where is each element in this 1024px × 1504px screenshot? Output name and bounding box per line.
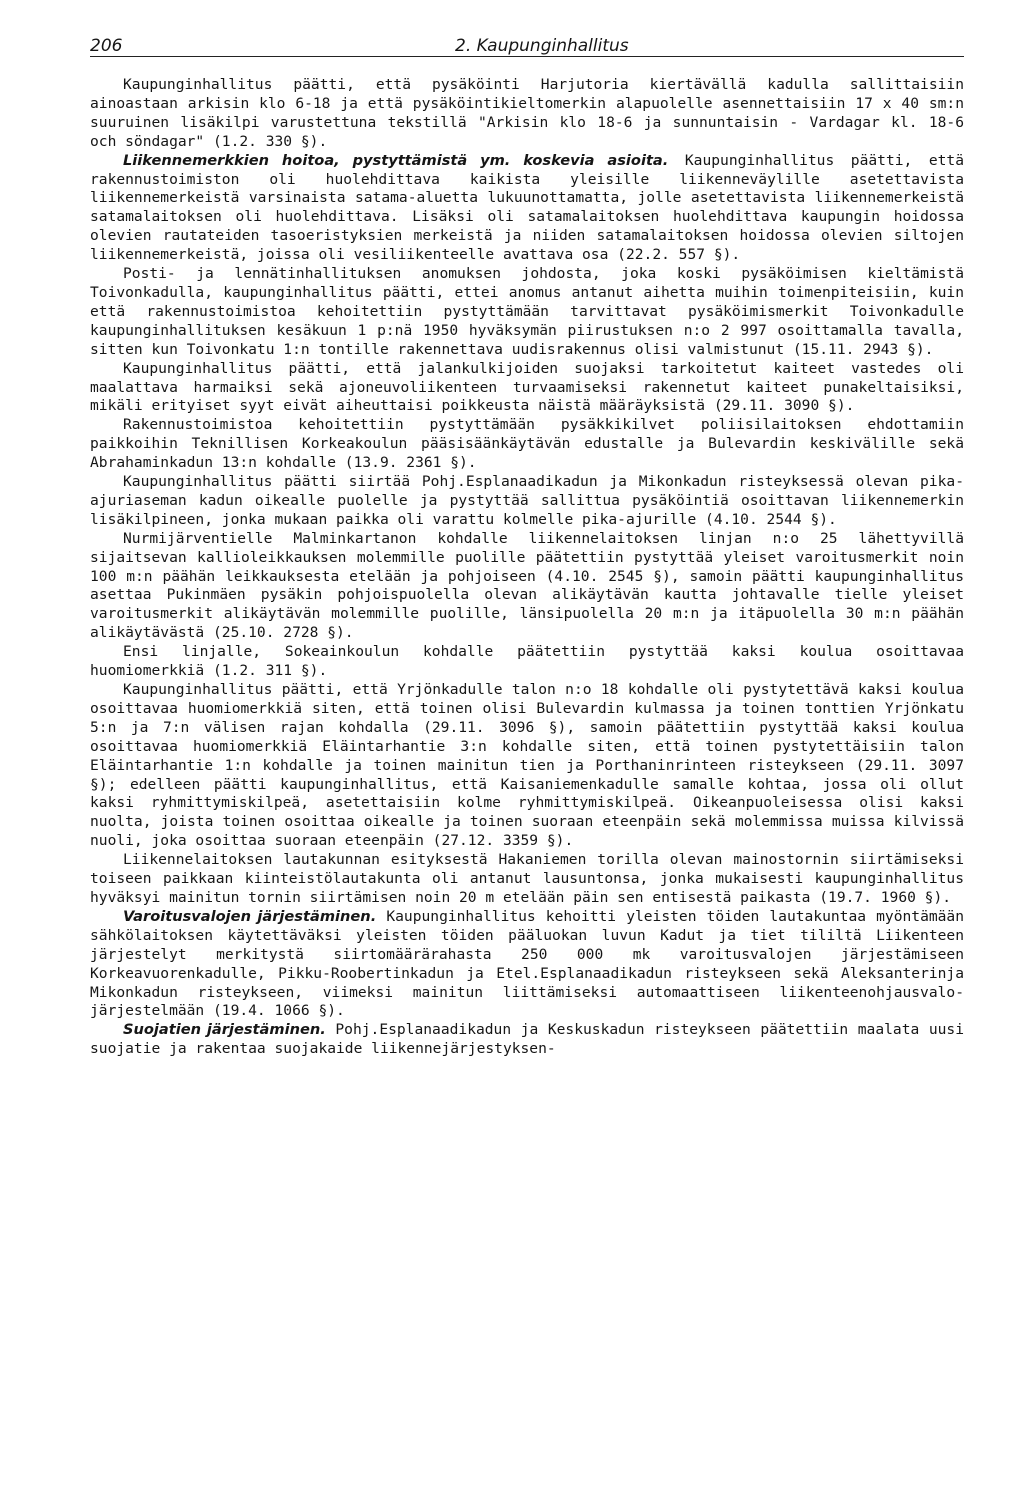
page-number: 206 [90, 36, 123, 56]
page-header [90, 34, 964, 60]
paragraph-harjutori: Kaupunginhallitus päätti, että pysäköinti Harjutoria kiertävällä kadulla sallittaisiin ainoastaan arkisin klo 6-18 ja että pysäköintikieltomerkin alapuolelle asennettaisiin 17 x 40 sm:n suuruinen lisäkilpi varustettuna tekstillä "Arkisin klo 18-6 ja sunnuntaisin - Vardagar kl. 18-6 och söndagar" (1.2. 330 §). [90, 76, 964, 150]
paragraph-liikennemerkit: Liikennemerkkien hoitoa, pystyttämistä ym. koskevia asioita. Kaupunginhallitus päätti, että rakennustoimiston oli huolehdittava kaikista yleisille liikenneväylille asetettavista liikennemerkeistä varsinaista satama-aluetta lukuunottamatta, jolle asetettavista liikennemerkeistä satamalaitoksen oli huolehdittava. Lisäksi oli satamalaitoksen huolehdittava kaupungin hoidossa olevien rautateiden tasoeristyksien merkeistä ja niiden satamalaitoksen hoidossa olevien siltojen liikennemerkeistä, joissa oli vesiliikenteelle avattava osa (22.2. 557 §). [90, 151, 965, 264]
section-heading: Suojatien järjestäminen. [123, 1021, 326, 1039]
paragraph-pika-ajuriasema: Kaupunginhallitus päätti siirtää Pohj.Esplanaadikadun ja Mikonkadun risteyksessä olevan pika-ajuriaseman kadun oikealle puolelle ja pystyttää sallittua pysäköintiä osoittavan liikennemerkin lisäkilpineen, jonka mukaan paikka oli varattu kolmelle pika-ajurille (4.10. 2544 §). [90, 473, 964, 528]
paragraph-pysakkikilvet: Rakennustoimistoa kehoitettiin pystyttämään pysäkkikilvet poliisilaitoksen ehdottamiin paikkoihin Teknillisen Korkeakoulun pääsisäänkäytävän edustalle ja Bulevardin keskivälille sekä Abrahaminkadun 13:n kohdalle (13.9. 2361 §). [90, 416, 964, 472]
paragraph-toivonkatu: Posti- ja lennätinhallituksen anomuksen johdosta, joka koski pysäköimisen kieltämistä Toivonkadulla, kaupunginhallitus päätti, ettei anomus antanut aihetta muihin toimenpiteisiin, kuin että rakennustoimistoa kehoitettiin pystyttämään tarvittavat pysäköimismerkit Toivonkadulle kaupunginhallituksen kesäkuun 1 p:nä 1950 hyväksymän piirustuksen n:o 2 997 osoittamalla tavalla, sitten kun Toivonkatu 1:n tontille rakennettava uudisrakennus olisi valmistunut (15.11. 2943 §). [90, 265, 964, 358]
paragraph-kaiteet: Kaupunginhallitus päätti, että jalankulkijoiden suojaksi tarkoitetut kaiteet vastedes oli maalattava harmaiksi sekä ajoneuvoliikenteen turvaamiseksi rakennetut kaiteet punakeltaisiksi, mikäli erityiset syyt eivät aiheuttaisi poikkeusta näistä määräyksistä (29.11. 3090 §). [90, 359, 964, 415]
section-heading: Liikennemerkkien hoitoa, pystyttämistä ym. koskevia asioita. [123, 151, 669, 169]
body-text [90, 76, 964, 1059]
paragraph-suojatie: Suojatien järjestäminen. Pohj.Esplanaadikadun ja Keskuskadun risteykseen päätettiin maalata uusi suojatie ja rakentaa suojakaide liikennejärjestyksen- [90, 1021, 964, 1058]
running-title: 2. Kaupunginhallitus [455, 36, 629, 56]
paragraph-yrjonkatu: Kaupunginhallitus päätti, että Yrjönkadulle talon n:o 18 kohdalle oli pystytettävä kaksi koulua osoittavaa huomiomerkkiä siten, että toinen olisi Bulevardin kulmassa ja toinen tonttien Yrjönkatu 5:n ja 7:n välisen rajan kohdalla (29.11. 3096 §), samoin päätettiin pystyttää kaksi koulua osoittavaa huomiomerkkiä Eläintarhantie 3:n kohdalle siten, että toinen pystytettäisiin talon Eläintarhantie 1:n kohdalle ja toinen mainitun tien ja Porthaninrinteen risteykseen (29.11. 3097 §); edelleen päätti kaupunginhallitus, että Kaisaniemenkadulle samalle kohtaa, jossa oli ollut kaksi ryhmittymiskilpeä, asetettaisiin kolme ryhmittymiskilpeä. Oikeanpuoleisessa olisi kaksi nuolta, joista toinen osoittaa oikealle ja toinen suoraan eteenpäin sekä molemmissa muissa kilvissä nuoli, joka osoittaa suoraan eteenpäin (27.12. 3359 §). [90, 681, 964, 850]
paragraph-varoitusvalot: Varoitusvalojen järjestäminen. Kaupunginhallitus kehoitti yleisten töiden lautakuntaa myöntämään sähkölaitoksen käytettäväksi yleisten töiden pääluokan luvun Kadut ja tiet tililtä Liikenteen järjestelyt merkitystä siirtomäärärahasta 250 000 mk varoitusvalojen järjestämiseen Korkeavuorenkadulle, Pikku-Roobertinkadun ja Etel.Esplanaadikadun risteykseen sekä Aleksanterinja Mikonkadun risteykseen, viimeksi mainitun liittämiseksi automaattiseen liikenteenohjausvalo-järjestelmään (19.4. 1066 §). [90, 907, 964, 1020]
paragraph-sokeainkoulu: Ensi linjalle, Sokeainkoulun kohdalle päätettiin pystyttää kaksi koulua osoittavaa huomiomerkkiä (1.2. 311 §). [90, 643, 964, 680]
paragraph-varoitusmerkit: Nurmijärventielle Malminkartanon kohdalle liikennelaitoksen linjan n:o 25 lähettyvillä sijaitsevan kallioleikkauksen molemmille puolille päätettiin pystyttää yleiset varoitusmerkit noin 100 m:n päähän leikkauksesta etelään ja pohjoiseen (4.10. 2545 §), samoin päätti kaupunginhallitus asettaa Pukinmäen pysäkin pohjoispuolella olevan alikäytävän kautta johtavalle tielle yleiset varoitusmerkit alikäytävän molemmille puolille, länsipuolella 20 m:n ja itäpuolella 30 m:n päähän alikäytävästä (25.10. 2728 §). [90, 529, 964, 642]
header-rule [90, 56, 964, 57]
paragraph-mainostorni: Liikennelaitoksen lautakunnan esityksestä Hakaniemen torilla olevan mainostornin siirtämiseksi toiseen paikkaan kiinteistölautakunta oli antanut lausuntonsa, jonka mukaisesti kaupunginhallitus hyväksyi mainitun tornin siirtämisen noin 20 m etelään päin sen entisestä paikasta (19.7. 1960 §). [90, 851, 964, 906]
section-heading: Varoitusvalojen järjestäminen. [123, 907, 377, 925]
